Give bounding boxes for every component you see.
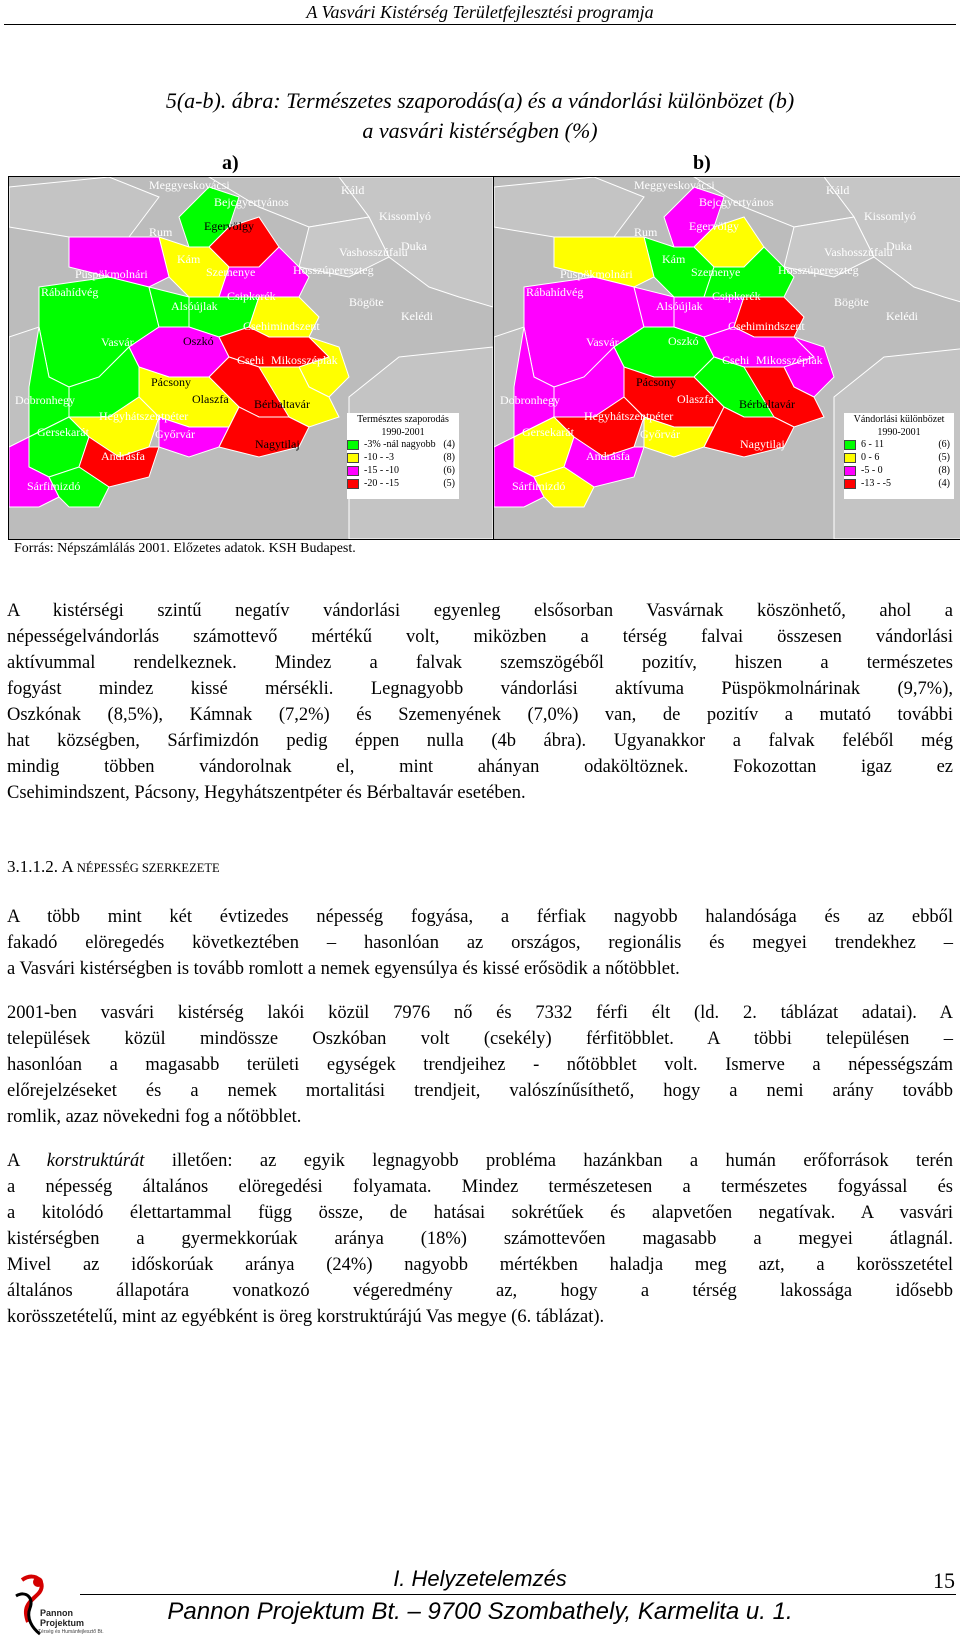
text-line: Mivel az időskorúak aránya (24%) nagyobb mértékben haladja meg azt, a korösszetétel <box>7 1255 953 1275</box>
text-line: előrejelzéseket és a nemek mortalitási trendjeit, valószínűsíthető, hogy a nemi arány tovább <box>7 1081 953 1101</box>
map-a-place: Püspökmolnári <box>75 267 148 281</box>
legend-row <box>844 439 954 452</box>
map-b-place: Andrásfa <box>586 449 630 463</box>
legend-swatch <box>844 453 856 463</box>
legend-title: Természtes szaporodás <box>357 414 449 425</box>
map-a-place: Egervölgy <box>204 219 254 233</box>
map-a-place: Káld <box>341 183 365 197</box>
legend-count: (6) <box>938 439 950 450</box>
legend-range: 6 - 11 <box>861 439 884 450</box>
text-line: 2001-ben vasvári kistérség lakói közül 7976 nő és 7332 férfi élt (ld. 2. táblázat adatai). A <box>7 1003 953 1023</box>
figure-label-a: a) <box>222 152 239 174</box>
map-a-place: Csehimindszent <box>243 319 320 333</box>
map-a-legend <box>347 413 459 499</box>
map-a-place: Vasvár <box>101 335 134 349</box>
figure-label-b: b) <box>693 152 711 174</box>
section-heading <box>7 857 220 877</box>
legend-swatch <box>844 440 856 450</box>
legend-range: -5 - 0 <box>861 465 883 476</box>
text-line: a kitolódó élettartammal függ össze, de hatásai sokrétűek és alapvetően negatívak. A vasvári <box>7 1203 953 1223</box>
legend-count: (6) <box>443 465 455 476</box>
map-a-place: Rábahídvég <box>41 285 99 299</box>
text-line: A több mint két évtizedes népesség fogyása, a férfiak nagyobb halandósága és az ebből <box>7 907 953 927</box>
legend-swatch <box>347 479 359 489</box>
text-line: népességelvándorlás számottevő mértékű volt, miközben a térség falvai összesen vándorlási <box>7 627 953 647</box>
figure-title-line2: a vasvári kistérségben (%) <box>362 118 598 143</box>
section-number: 3.1.1.2. <box>7 857 62 876</box>
map-b-place: Dobronhegy <box>500 393 560 407</box>
legend-range: -20 - -15 <box>364 478 399 489</box>
legend-range: -15 - -10 <box>364 465 399 476</box>
map-a-place: Dobronhegy <box>15 393 75 407</box>
map-b-place: Sárfimizdó <box>512 479 566 493</box>
running-header: A Vasvári Kistérség Területfejlesztési programja <box>306 2 654 22</box>
map-b-place: Rábahídvég <box>526 285 584 299</box>
map-a-place: Csipkerék <box>227 289 276 303</box>
map-a-place: Meggyeskovácsi <box>149 178 230 192</box>
text-line: a népesség általános elöregedési folyamata. Mindez természetesen a természetes fogyással és <box>7 1177 953 1197</box>
text-line: hat községben, Sárfimizdón pedig éppen nulla (4b ábra). Ugyanakkor a falvak feléből még <box>7 731 953 751</box>
section-heading-initial: A <box>61 857 77 876</box>
map-a-place: Olaszfa <box>192 392 229 406</box>
text-line: fogyást mindez kissé mérsékli. Legnagyobb vándorlási aktívuma Püspökmolnárinak (9,7%), <box>7 679 953 699</box>
text-line <box>7 1148 953 1174</box>
text-line: aktívummal rendelkeznek. Mindez a falvak szemszögéből pozitív, hiszen a természetes <box>7 653 953 673</box>
text-line: A kistérségi szintű negatív vándorlási egyenleg elsősorban Vasvárnak köszönhető, ahol a <box>7 601 953 621</box>
map-b-place: Oszkó <box>668 334 699 348</box>
map-a-place: Kelédi <box>401 309 433 323</box>
map-a-place: Andrásfa <box>101 449 145 463</box>
text-run-italic: korstruktúrát <box>46 1151 145 1171</box>
map-a-place: Gersekarát <box>37 425 89 439</box>
header-rule <box>4 24 956 25</box>
legend-count: (8) <box>938 465 950 476</box>
legend-row <box>844 478 954 491</box>
map-a-place: Csehi <box>237 353 265 367</box>
map-b-place: Szemenye <box>691 265 741 279</box>
map-a-place: Duka <box>401 239 427 253</box>
legend-row <box>347 478 459 491</box>
map-a <box>8 176 494 540</box>
legend-range: -3% -nál nagyobb <box>364 439 436 450</box>
legend-row <box>347 465 459 478</box>
legend-title: Vándorlási különbözet <box>853 414 945 425</box>
map-b-place: Csehi <box>722 353 750 367</box>
text-line: kistérségben a gyermekkorúak aránya (18%) számottevően magasabb a megyei átlagnál. <box>7 1229 953 1249</box>
map-b-place: Csehimindszent <box>728 319 805 333</box>
legend-period: 1990-2001 <box>381 427 425 438</box>
figure-title-line1: 5(a-b). ábra: Természetes szaporodás(a) és a vándorlási különbözet (b) <box>165 88 795 113</box>
footer-rule <box>80 1594 956 1595</box>
text-line: Oszkónak (8,5%), Kámnak (7,2%) és Szemenyének (7,0%) van, de pozitív a mutató további <box>7 705 953 725</box>
map-a-place: Nagytilaj <box>255 437 300 451</box>
text-line: romlik, azaz növekedni fog a nőtöbblet. <box>7 1107 302 1127</box>
legend-count: (8) <box>443 452 455 463</box>
legend-row <box>347 452 459 465</box>
map-b-place: Hosszúpereszteg <box>778 263 859 277</box>
text-line: fakadó elöregedés következtében – hasonlóan az országos, regionális és megyei trendekhez – <box>7 933 953 953</box>
map-b <box>493 176 960 540</box>
legend-swatch <box>347 466 359 476</box>
figure-title <box>0 86 960 146</box>
legend-period: 1990-2001 <box>877 427 921 438</box>
map-b-place: Vasvár <box>586 335 619 349</box>
map-b-place: Püspökmolnári <box>560 267 633 281</box>
map-a-place: Hosszúpereszteg <box>293 263 374 277</box>
map-b-place: Rum <box>634 225 658 239</box>
map-b-place: Duka <box>886 239 912 253</box>
map-b-place: Győrvár <box>640 427 680 441</box>
legend-swatch <box>347 453 359 463</box>
map-b-place: Kissomlyó <box>864 209 917 223</box>
paragraph-population-decline <box>7 904 953 982</box>
logo-line1: Pannon <box>40 1608 73 1618</box>
map-b-place: Kám <box>662 252 686 266</box>
map-a-place: Bögöte <box>349 295 384 309</box>
map-a-place: Vashosszúfalu <box>339 245 408 259</box>
map-a-place: Bejcgyertyános <box>214 195 289 209</box>
map-a-place: Bérbaltavár <box>254 397 310 411</box>
text-line: Csehimindszent, Pácsony, Hegyhátszentpéter és Bérbaltavár esetében. <box>7 783 526 803</box>
logo-subtitle: Térség és Humánfejlesztő Bt. <box>38 1629 104 1635</box>
map-a-place: Mikosszéplak <box>271 353 338 367</box>
map-b-place: Pácsony <box>636 375 676 389</box>
map-b-place: Egervölgy <box>689 219 739 233</box>
footer-section: I. Helyzetelemzés <box>393 1566 567 1591</box>
legend-swatch <box>844 479 856 489</box>
map-a-place: Kissomlyó <box>379 209 432 223</box>
map-b-place: Hegyhátszentpéter <box>584 409 674 423</box>
legend-range: 0 - 6 <box>861 452 880 463</box>
section-heading-text: NÉPESSÉG SZERKEZETE <box>76 861 220 875</box>
text-line: települések közül mindössze Oszkóban volt (csekély) férfitöbblet. A többi településen – <box>7 1029 953 1049</box>
map-a-place: Győrvár <box>155 427 195 441</box>
map-b-place: Meggyeskovácsi <box>634 178 715 192</box>
map-b-place: Nagytilaj <box>740 437 785 451</box>
legend-count: (4) <box>443 439 455 450</box>
text-line: általános állapotára vonatkozó végeredmény az, hogy a térség lakossága idősebb <box>7 1281 953 1301</box>
map-b-place: Káld <box>826 183 850 197</box>
text-line: mindig többen vándorolnak el, mint ahányan odaköltöznek. Fokozottan igaz ez <box>7 757 953 777</box>
text-run: illetően: az egyik legnagyobb probléma hazánkban a humán erőforrások terén <box>144 1151 953 1171</box>
legend-range: -13 - -5 <box>861 478 891 489</box>
map-a-place: Szemenye <box>206 265 256 279</box>
map-a-place: Sárfimizdó <box>27 479 81 493</box>
legend-count: (4) <box>938 478 950 489</box>
paragraph-gender-ratio <box>7 1000 953 1130</box>
legend-count: (5) <box>443 478 455 489</box>
map-b-place: Csipkerék <box>712 289 761 303</box>
map-b-place: Gersekarát <box>522 425 574 439</box>
map-b-legend <box>844 413 954 499</box>
footer-address: Pannon Projektum Bt. – 9700 Szombathely, Karmelita u. 1. <box>167 1598 793 1625</box>
legend-count: (5) <box>938 452 950 463</box>
paragraph-migration <box>7 598 953 806</box>
map-a-place: Pácsony <box>151 375 191 389</box>
legend-row <box>347 439 459 452</box>
map-b-place: Bérbaltavár <box>739 397 795 411</box>
figure-source: Forrás: Népszámlálás 2001. Előzetes adatok. KSH Budapest. <box>14 541 356 556</box>
text-run: A <box>7 1151 47 1171</box>
legend-row <box>844 452 954 465</box>
logo-line2: Projektum <box>40 1618 85 1628</box>
paragraph-age-structure <box>7 1148 953 1330</box>
map-b-place: Bejcgyertyános <box>699 195 774 209</box>
page-number: 15 <box>933 1568 955 1593</box>
map-b-place: Olaszfa <box>677 392 714 406</box>
text-line: a Vasvári kistérségben is tovább romlott a nemek egyensúlya és kissé erősödik a nőtöbblet. <box>7 959 680 979</box>
map-b-place: Vashosszúfalu <box>824 245 893 259</box>
legend-range: -10 - -3 <box>364 452 394 463</box>
map-b-place: Bögöte <box>834 295 869 309</box>
map-b-place: Alsóújlak <box>656 299 703 313</box>
map-a-place: Rum <box>149 225 173 239</box>
map-a-place: Alsóújlak <box>171 299 218 313</box>
map-a-place: Kám <box>177 252 201 266</box>
map-a-place: Oszkó <box>183 334 214 348</box>
text-line: hasonlóan a magasabb területi egységek trendjeihez - nőtöbblet volt. Ismerve a népességszám <box>7 1055 953 1075</box>
text-line: korösszetételű, mint az egyébként is öreg korstruktúrájú Vas megye (6. táblázat). <box>7 1307 605 1327</box>
map-a-place: Hegyhátszentpéter <box>99 409 189 423</box>
legend-swatch <box>347 440 359 450</box>
map-b-place: Kelédi <box>886 309 918 323</box>
legend-swatch <box>844 466 856 476</box>
map-b-place: Mikosszéplak <box>756 353 823 367</box>
legend-row <box>844 465 954 478</box>
